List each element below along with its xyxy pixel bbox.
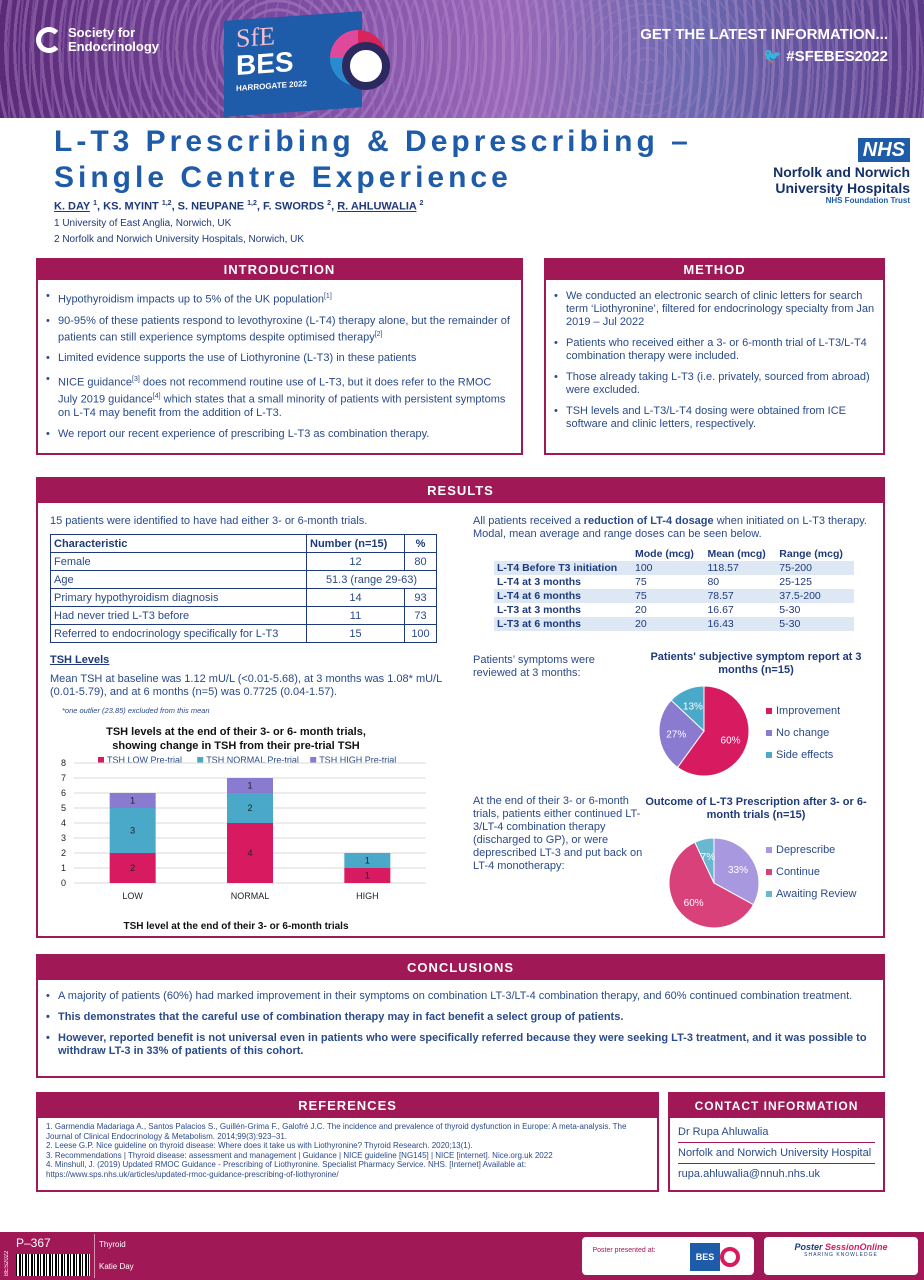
contact-details [670,1118,883,1188]
legend-label: Awaiting Review [776,888,857,900]
bar-data-label: 1 [247,780,253,791]
dose-cell: 16.67 [707,604,734,616]
bar-data-label: 1 [364,855,370,866]
pie-data-label: 60% [683,898,704,910]
legend-label: TSH LOW Pre-trial [107,755,183,765]
legend-label: TSH NORMAL Pre-trial [206,755,299,765]
table-cell: 73 [405,607,437,625]
references-list [38,1118,657,1183]
twitter-line[interactable] [640,46,888,68]
table-row [51,553,437,571]
y-tick-label: 3 [60,833,66,843]
dose-cell: L-T4 at 3 months [497,576,582,588]
table-cell: 12 [307,553,405,571]
presented-at-box [580,1235,756,1277]
outcome-pie-legend [766,843,857,909]
table-cell: 14 [307,589,405,607]
intro-bullet: • NICE guidance[3] does not recommend routine use of L-T3, but it does refer to the RMOC July 2019 guidance[4] which states that a small minority of patients with persistent symptoms on L-T4 may benefit from the addition of L-T3. [46,373,513,419]
legend-swatch [98,757,104,763]
method-section [544,258,885,455]
dose-intro-bold: reduction of LT-4 dosage [583,515,714,527]
bar-data-label: 1 [364,870,370,881]
dose-cell: L-T3 at 3 months [497,604,582,616]
presented-at-text: Poster presented at: [592,1247,656,1254]
outcome-pie-title: Outcome of L-T3 Prescription after 3- or 6-month trials (n=15) [645,796,867,821]
contact-heading: CONTACT INFORMATION [670,1094,883,1118]
chart-x-axis-label: TSH level at the end of their 3- or 6-month trials [123,921,349,932]
affiliation-1: 1 University of East Anglia, Norwich, UK [54,218,232,229]
dose-header: Mean (mcg) [707,548,766,560]
dose-cell: 80 [707,576,720,588]
dose-intro-text: All patients received a [473,515,584,527]
symptom-pie-chart [656,683,752,779]
dose-cell: 5-30 [779,604,801,616]
nhs-logo-mark: NHS [858,138,910,162]
bar-data-label: 2 [247,803,253,813]
method-bullet: • TSH levels and L-T3/L-T4 dosing were obtained from ICE software and clinic letters, respectively. [554,405,875,431]
society-logo-icon [36,27,62,53]
legend-label: Continue [776,866,821,878]
dose-cell: 37.5-200 [779,590,821,602]
pso-line-3: SHARING KNOWLEDGE [804,1252,878,1258]
nhs-logo [773,138,910,205]
tsh-heading: TSH Levels [50,654,110,666]
table-cell: Age [51,571,307,589]
title-line-1: L-T3 Prescribing & Deprescribing – [54,125,692,158]
legend-label: TSH HIGH Pre-trial [319,755,397,765]
poster-id: P–367 [16,1236,51,1250]
pie-data-label: 27% [666,729,687,741]
symptom-text: Patients’ symptoms were reviewed at 3 months: [473,654,595,679]
dose-cell: L-T4 at 6 months [497,590,582,602]
x-tick-label: NORMAL [230,891,270,901]
table-cell: 80 [405,553,437,571]
title-line-2: Single Centre Experience [54,161,512,194]
dose-intro-text: when initiated on L-T3 therapy. Modal, mean average and range doses can be seen below. [473,515,867,540]
footer-presenter: Katie Day [99,1262,134,1271]
conclusion-bullet: • However, reported benefit is not universal even in patients who were specifically referred because they were seeking LT-3 treatment, and it was possible to withdraw LT-3 in 33% of patients of this cohort. [46,1032,875,1058]
results-section [36,477,885,938]
authors: K. DAY $^1$, KS. MYINT $^{1,2}$, S. NEUPANE $^{1,2}$, F. SWORDS $^2$, R. AHLUWALIA $^2$ [54,200,424,213]
y-tick-label: 0 [60,878,66,888]
footer-bar [0,1232,924,1280]
y-tick-label: 7 [60,773,66,783]
y-tick-label: 8 [60,758,66,768]
dose-row [494,603,854,617]
pie-legend-item [766,726,840,740]
y-tick-label: 2 [60,848,66,858]
dose-cell: 78.57 [707,590,734,602]
method-bullet: • We conducted an electronic search of clinic letters for search term ‘Liothyronine’, filtered for endocrinology specialty from Jan 2019 – Jul 2022 [554,290,875,329]
dose-row [494,575,854,589]
dose-cell: 20 [635,604,647,616]
bes-logo-text: BES [236,45,294,81]
method-heading: METHOD [546,260,883,280]
y-tick-label: 1 [60,863,66,873]
x-tick-label: LOW [122,891,143,901]
legend-label: Improvement [776,705,841,717]
table-cell: 15 [307,625,405,643]
table-cell: Female [51,553,307,571]
pie-data-label: 60% [720,735,741,747]
dose-cell: 25-125 [779,576,812,588]
contact-email[interactable]: rupa.ahluwalia@nnuh.nhs.uk [678,1168,821,1180]
dose-row [494,561,854,575]
hashtag: #SFEBES2022 [786,48,888,65]
dose-header: Range (mcg) [779,548,843,560]
dose-cell: 16.43 [707,618,734,630]
table-row [51,589,437,607]
results-heading: RESULTS [38,479,883,503]
legend-label: No change [776,727,830,739]
contact-org: Norfolk and Norwich University Hospital [678,1143,875,1164]
conclusion-bullet: • A majority of patients (60%) had marked improvement in their symptoms on combination LT-3/LT-4 combination therapy, and 60% continued combination treatment. [46,990,875,1003]
poster-session-online-logo[interactable] [762,1235,920,1277]
affiliation-2: 2 Norfolk and Norwich University Hospitals, Norwich, UK [54,234,305,245]
table-row [51,607,437,625]
table-header: % [405,535,437,553]
reference-item: 3. Recommendations | Thyroid disease: assessment and management | Guidance | NICE guideline [NG145] | NICE [internet]. Nice.org.uk 2022 [46,1150,553,1160]
introduction-heading: INTRODUCTION [38,260,521,280]
characteristics-table [50,534,437,643]
table-cell: Primary hypothyroidism diagnosis [51,589,307,607]
reference-item[interactable]: 4. Minshull, J. (2019) Updated RMOC Guidance - Prescribing of Liothyronine. Specialist Pharmacy Service. NHS. [Internet] Available at: https://www.sps.nhs.uk/articles/updated-rmoc-guidance-prescribing-of-liothyronine/ [46,1160,527,1179]
mini-donut-icon [720,1247,740,1267]
sfebes-donut-icon [330,30,386,86]
intro-bullet: • We report our recent experience of prescribing L-T3 as combination therapy. [46,428,513,441]
dose-cell: L-T3 at 6 months [497,618,582,630]
nhs-trust-sub: NHS Foundation Trust [825,196,910,205]
contact-name: Dr Rupa Ahluwalia [678,1122,875,1143]
dose-cell: 20 [635,618,647,630]
table-cell: 100 [405,625,437,643]
bar-data-label: 3 [130,825,136,836]
table-row [51,625,437,643]
latest-info [640,24,888,68]
introduction-section [36,258,523,455]
legend-swatch [766,730,772,736]
dose-cell: 100 [635,562,653,574]
pso-line-2: SessionOnline [825,1242,888,1252]
method-bullet: • Those already taking L-T3 (i.e. privately, sourced from abroad) were excluded. [554,371,875,397]
bar-data-label: 1 [130,795,136,806]
dose-cell: 5-30 [779,618,801,630]
reference-item: 2. Leese G.P. Nice guideline on thyroid disease: Where does it take us with Liothyronine? Thyroid Research. 2020;13(1). [46,1141,473,1150]
pso-line-1: Poster [794,1242,823,1252]
society-name: Society for Endocrinology [68,25,159,54]
table-header-row [51,535,437,553]
symptom-pie-legend [766,704,840,770]
references-section [36,1092,659,1192]
harrogate-text: HARROGATE 2022 [236,79,307,93]
latest-info-line: GET THE LATEST INFORMATION... [640,26,888,43]
dose-row [494,589,854,603]
dose-header [494,547,632,561]
pie-legend-item [766,704,840,718]
reference-item: 1. Garmendia Madariaga A., Santos Palacios S., Guillén-Grima F., Galofré J.C. The incidence and prevalence of thyroid dysfunction in Europe: A meta-analysis. The Journal of Clinical Endocrinology & Metabolism. 2014;99(3):923–31. [46,1122,627,1141]
barcode [16,1254,90,1276]
dose-row [494,617,854,631]
bar-data-label: 4 [247,848,253,858]
pie-data-label: 13% [682,701,703,713]
dose-cell: 118.57 [707,562,739,574]
dose-header-row [494,547,854,561]
references-heading: REFERENCES [38,1094,657,1118]
chart-title-line-1: TSH levels at the end of their 3- or 6- month trials, [106,726,366,738]
chart-title-line-2: showing change in TSH from their pre-trial TSH [112,740,360,752]
society-logo [36,26,168,54]
table-cell: 51.3 (range 29-63) [307,571,437,589]
pie-legend-item [766,748,840,762]
table-row [51,571,437,589]
x-tick-label: HIGH [356,891,379,901]
pie-legend-item [766,887,857,901]
outcome-pie-chart [666,835,762,931]
footer-topic: Thyroid [99,1240,126,1249]
legend-swatch [766,869,772,875]
tsh-bar-chart [46,723,436,933]
table-cell: Had never tried L-T3 before [51,607,307,625]
conclusions-heading: CONCLUSIONS [38,956,883,980]
intro-bullet: • 90-95% of these patients respond to levothyroxine (L-T4) therapy alone, but the remainder of patients can still experience symptoms despite optimised therapy[2] [46,315,513,345]
tsh-text: Mean TSH at baseline was 1.12 mU/L (<0.01-5.68), at 3 months was 1.08* mU/L (0.01-5.79), and at 6 months (n=5) was 0.7725 (0.04-1.57). [50,673,442,698]
twitter-icon: 🐦 [763,48,787,65]
y-tick-label: 4 [60,818,66,828]
contact-section [668,1092,885,1192]
table-cell: 93 [405,589,437,607]
nhs-trust-name-2: University Hospitals [775,180,910,196]
mini-bes-logo: BES [690,1243,720,1271]
dose-table [494,547,854,631]
pie-legend-item [766,843,857,857]
nhs-trust-name-1: Norfolk and Norwich [773,164,910,180]
legend-swatch [766,891,772,897]
conclusion-bullet: • This demonstrates that the careful use of combination therapy may in fact benefit a select group of patients. [46,1011,875,1024]
tsh-note: *one outlier (23.85) excluded from this mean [62,706,210,715]
symptom-pie-title: Patients' subjective symptom report at 3 months (n=15) [650,651,862,676]
legend-swatch [197,757,203,763]
outcome-text: At the end of their 3- or 6-month trials, patients either continued LT-3/LT-4 combination therapy (discharged to GP), or were deprescribed LT-3 and put back on LT-4 monotherapy: [473,795,643,872]
intro-bullet: • Limited evidence supports the use of Liothyronine (L-T3) in these patients [46,352,513,365]
table-cell: Referred to endocrinology specifically for L-T3 [51,625,307,643]
intro-bullet: • Hypothyroidism impacts up to 5% of the UK population[1] [46,290,513,307]
dose-cell: 75 [635,590,647,602]
footer-side-code: BES2022 [4,1250,10,1276]
pie-data-label: 33% [728,864,749,876]
dose-intro [473,515,878,541]
dose-cell: L-T4 Before T3 initiation [497,562,618,574]
pie-legend-item [766,865,857,879]
legend-label: Side effects [776,749,834,761]
legend-swatch [310,757,316,763]
legend-label: Deprescribe [776,844,836,856]
table-header: Number (n=15) [307,535,405,553]
y-tick-label: 5 [60,803,66,813]
dose-cell: 75-200 [779,562,812,574]
table-header: Characteristic [51,535,307,553]
bar-data-label: 2 [130,863,136,873]
dose-header: Mode (mcg) [635,548,694,560]
method-bullet: • Patients who received either a 3- or 6-month trial of L-T3/L-T4 combination therapy were included. [554,337,875,363]
legend-swatch [766,752,772,758]
header-banner [0,0,924,118]
y-tick-label: 6 [60,788,66,798]
results-intro: 15 patients were identified to have had either 3- or 6-month trials. [50,515,368,527]
sfe-logo-text: SfE [236,21,275,53]
legend-swatch [766,847,772,853]
dose-cell: 75 [635,576,647,588]
conclusions-section [36,954,885,1078]
pie-data-label: 7% [700,851,716,863]
table-cell: 11 [307,607,405,625]
legend-swatch [766,708,772,714]
poster-title [54,124,692,196]
